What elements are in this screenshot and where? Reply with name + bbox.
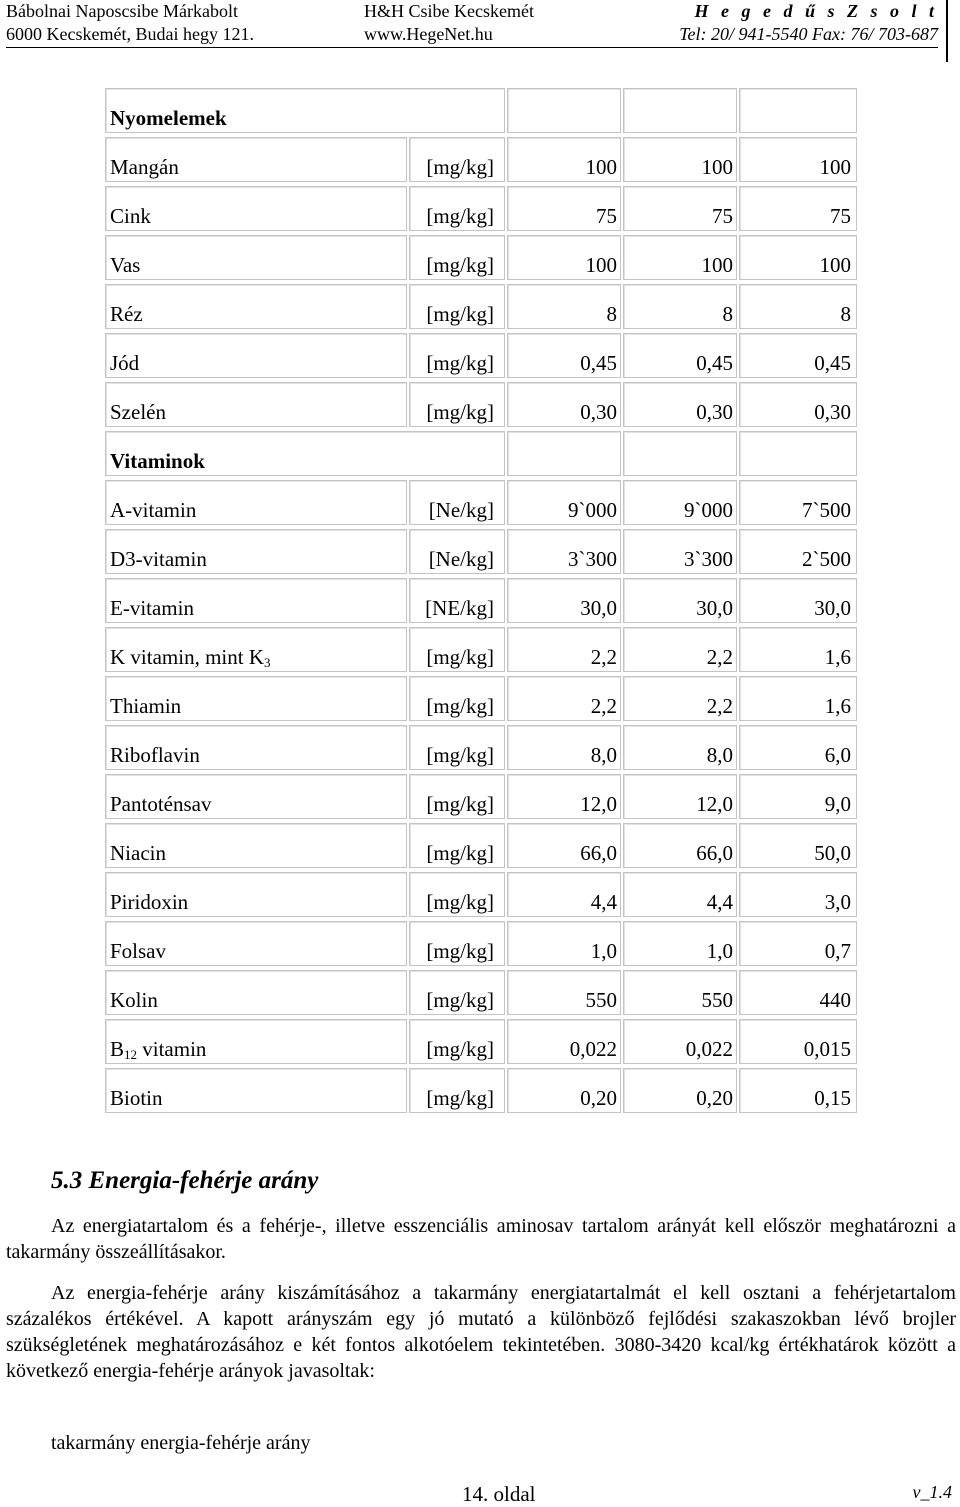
value-cell-1: 4,4 xyxy=(507,872,621,917)
value-cell-3: 0,45 xyxy=(739,333,857,378)
value-cell-3: 0,7 xyxy=(739,921,857,966)
empty-cell xyxy=(507,431,621,476)
header-shop xyxy=(6,0,254,46)
unit-cell: [mg/kg] xyxy=(409,627,505,672)
value-cell-2: 0,20 xyxy=(623,1068,737,1113)
table-row xyxy=(103,233,859,282)
group-title: Nyomelemek xyxy=(105,88,505,133)
section-heading: 5.3 Energia-fehérje arány xyxy=(51,1167,319,1194)
unit-cell: [mg/kg] xyxy=(409,235,505,280)
header-shop-address: 6000 Kecskemét, Budai hegy 121. xyxy=(6,24,254,44)
table-row xyxy=(103,968,859,1017)
value-cell-2: 2,2 xyxy=(623,676,737,721)
value-cell-3: 3,0 xyxy=(739,872,857,917)
value-cell-2: 66,0 xyxy=(623,823,737,868)
table-row xyxy=(103,870,859,919)
header-website-link[interactable]: www.HegeNet.hu xyxy=(364,24,493,44)
nutrient-name xyxy=(105,235,407,280)
value-cell-2: 4,4 xyxy=(623,872,737,917)
header-vertical-divider xyxy=(946,0,948,62)
page-number: 14. oldal xyxy=(462,1482,536,1506)
table-row xyxy=(103,135,859,184)
table-row xyxy=(103,1017,859,1066)
value-cell-3: 100 xyxy=(739,235,857,280)
nutrient-name-text: Thiamin xyxy=(110,694,182,718)
unit-cell: [mg/kg] xyxy=(409,921,505,966)
value-cell-2: 100 xyxy=(623,137,737,182)
value-cell-2: 2,2 xyxy=(623,627,737,672)
empty-cell xyxy=(507,88,621,133)
value-cell-1: 0,022 xyxy=(507,1019,621,1064)
nutrient-table xyxy=(103,86,859,1115)
table-row xyxy=(103,478,859,527)
value-cell-1: 100 xyxy=(507,235,621,280)
value-cell-3: 100 xyxy=(739,137,857,182)
value-cell-1: 100 xyxy=(507,137,621,182)
value-cell-3: 2`500 xyxy=(739,529,857,574)
nutrient-name xyxy=(105,480,407,525)
nutrient-name-text: Piridoxin xyxy=(110,890,189,914)
value-cell-2: 0,022 xyxy=(623,1019,737,1064)
value-cell-1: 3`300 xyxy=(507,529,621,574)
group-title: Vitaminok xyxy=(105,431,505,476)
nutrient-name-text: B xyxy=(110,1037,125,1061)
nutrient-name xyxy=(105,921,407,966)
value-cell-1: 1,0 xyxy=(507,921,621,966)
value-cell-1: 9`000 xyxy=(507,480,621,525)
value-cell-2: 8 xyxy=(623,284,737,329)
value-cell-2: 550 xyxy=(623,970,737,1015)
nutrient-name xyxy=(105,823,407,868)
nutrient-name-text: Riboflavin xyxy=(110,743,200,767)
value-cell-2: 8,0 xyxy=(623,725,737,770)
unit-cell: [mg/kg] xyxy=(409,872,505,917)
nutrient-name xyxy=(105,284,407,329)
value-cell-2: 3`300 xyxy=(623,529,737,574)
table-row xyxy=(103,576,859,625)
header-contact-name: H e g e d ű s Z s o l t xyxy=(694,1,938,21)
unit-cell: [mg/kg] xyxy=(409,970,505,1015)
value-cell-3: 30,0 xyxy=(739,578,857,623)
value-cell-1: 66,0 xyxy=(507,823,621,868)
value-cell-3: 6,0 xyxy=(739,725,857,770)
nutrient-name xyxy=(105,137,407,182)
table-row xyxy=(103,282,859,331)
value-cell-3: 0,30 xyxy=(739,382,857,427)
nutrient-name-text: Biotin xyxy=(110,1086,163,1110)
header-contact xyxy=(679,0,938,46)
version-label: v_1.4 xyxy=(912,1482,952,1502)
group-header-row xyxy=(103,429,859,478)
unit-cell: [mg/kg] xyxy=(409,774,505,819)
nutrient-name-text: A-vitamin xyxy=(110,498,197,522)
empty-cell xyxy=(739,88,857,133)
nutrient-name-text: K vitamin, mint K xyxy=(110,645,264,669)
empty-cell xyxy=(623,431,737,476)
nutrient-name-text: Mangán xyxy=(110,155,179,179)
nutrient-name xyxy=(105,382,407,427)
group-header-row xyxy=(103,86,859,135)
value-cell-1: 0,30 xyxy=(507,382,621,427)
value-cell-3: 7`500 xyxy=(739,480,857,525)
nutrient-name xyxy=(105,1068,407,1113)
value-cell-1: 30,0 xyxy=(507,578,621,623)
nutrient-subscript: 12 xyxy=(124,1047,138,1062)
value-cell-2: 75 xyxy=(623,186,737,231)
nutrient-name-text: Jód xyxy=(110,351,140,375)
value-cell-3: 75 xyxy=(739,186,857,231)
nutrient-name-text: Cink xyxy=(110,204,151,228)
nutrient-name-text: Vas xyxy=(110,253,141,277)
paragraph-3: takarmány energia-fehérje arány xyxy=(51,1432,311,1454)
nutrient-name-text: Folsav xyxy=(110,939,167,963)
unit-cell: [mg/kg] xyxy=(409,382,505,427)
header-company xyxy=(364,0,534,46)
paragraph-1: Az energiatartalom és a fehérje-, illetve esszenciális aminosav tartalom arányát kell először meghatározni a takarmány összeállításakor. xyxy=(6,1215,956,1263)
value-cell-1: 550 xyxy=(507,970,621,1015)
nutrient-subscript: 3 xyxy=(264,655,271,670)
nutrient-name-text: Kolin xyxy=(110,988,158,1012)
page-header xyxy=(0,0,960,46)
value-cell-1: 8 xyxy=(507,284,621,329)
value-cell-3: 50,0 xyxy=(739,823,857,868)
value-cell-3: 9,0 xyxy=(739,774,857,819)
table-row xyxy=(103,674,859,723)
empty-cell xyxy=(739,431,857,476)
table-row xyxy=(103,919,859,968)
nutrient-name-text: Szelén xyxy=(110,400,166,424)
unit-cell: [mg/kg] xyxy=(409,333,505,378)
value-cell-3: 1,6 xyxy=(739,627,857,672)
unit-cell: [mg/kg] xyxy=(409,725,505,770)
value-cell-2: 100 xyxy=(623,235,737,280)
nutrient-name xyxy=(105,578,407,623)
nutrient-name-text: D3-vitamin xyxy=(110,547,207,571)
unit-cell: [Ne/kg] xyxy=(409,529,505,574)
unit-cell: [mg/kg] xyxy=(409,186,505,231)
value-cell-2: 12,0 xyxy=(623,774,737,819)
value-cell-3: 1,6 xyxy=(739,676,857,721)
table-row xyxy=(103,1066,859,1115)
nutrient-name xyxy=(105,774,407,819)
nutrient-name xyxy=(105,529,407,574)
value-cell-1: 2,2 xyxy=(507,627,621,672)
unit-cell: [NE/kg] xyxy=(409,578,505,623)
table-row xyxy=(103,625,859,674)
nutrient-name xyxy=(105,1019,407,1064)
value-cell-2: 0,30 xyxy=(623,382,737,427)
table-row xyxy=(103,331,859,380)
nutrient-name xyxy=(105,970,407,1015)
table-row xyxy=(103,527,859,576)
unit-cell: [mg/kg] xyxy=(409,1068,505,1113)
header-company-name: H&H Csibe Kecskemét xyxy=(364,1,534,21)
nutrient-name-text: E-vitamin xyxy=(110,596,194,620)
value-cell-2: 30,0 xyxy=(623,578,737,623)
nutrient-name xyxy=(105,333,407,378)
unit-cell: [mg/kg] xyxy=(409,284,505,329)
nutrient-name xyxy=(105,725,407,770)
value-cell-3: 0,15 xyxy=(739,1068,857,1113)
value-cell-3: 8 xyxy=(739,284,857,329)
nutrient-name-text: Réz xyxy=(110,302,143,326)
value-cell-1: 2,2 xyxy=(507,676,621,721)
header-divider xyxy=(6,47,938,48)
value-cell-1: 0,45 xyxy=(507,333,621,378)
value-cell-2: 9`000 xyxy=(623,480,737,525)
table-row xyxy=(103,772,859,821)
value-cell-1: 12,0 xyxy=(507,774,621,819)
table-row xyxy=(103,723,859,772)
nutrient-name xyxy=(105,676,407,721)
table-row xyxy=(103,380,859,429)
value-cell-2: 1,0 xyxy=(623,921,737,966)
empty-cell xyxy=(623,88,737,133)
header-contact-phone: Tel: 20/ 941-5540 Fax: 76/ 703-687 xyxy=(679,24,938,44)
unit-cell: [mg/kg] xyxy=(409,823,505,868)
table-row xyxy=(103,184,859,233)
nutrient-name-text: Niacin xyxy=(110,841,166,865)
nutrient-name xyxy=(105,872,407,917)
nutrient-name xyxy=(105,627,407,672)
value-cell-2: 0,45 xyxy=(623,333,737,378)
value-cell-3: 0,015 xyxy=(739,1019,857,1064)
unit-cell: [mg/kg] xyxy=(409,137,505,182)
value-cell-3: 440 xyxy=(739,970,857,1015)
header-shop-name: Bábolnai Naposcsibe Márkabolt xyxy=(6,1,238,21)
unit-cell: [Ne/kg] xyxy=(409,480,505,525)
value-cell-1: 75 xyxy=(507,186,621,231)
unit-cell: [mg/kg] xyxy=(409,676,505,721)
nutrient-name xyxy=(105,186,407,231)
nutrient-name-suffix: vitamin xyxy=(137,1037,207,1061)
nutrient-name-text: Pantoténsav xyxy=(110,792,212,816)
value-cell-1: 0,20 xyxy=(507,1068,621,1113)
table-row xyxy=(103,821,859,870)
paragraph-2: Az energia-fehérje arány kiszámításához a takarmány energiatartalmát el kell osztani a fehérjetartalom százalékos értékével. A kapott arányszám egy jó mutató a különböző fejlődési szakaszokban lévő brojler szükségletének meghatározásához e két fontos alkotóelem tekintetében. 3080-3420 kcal/kg értékhatárok között a következő energia-fehérje arányok javasoltak: xyxy=(6,1282,956,1382)
unit-cell: [mg/kg] xyxy=(409,1019,505,1064)
value-cell-1: 8,0 xyxy=(507,725,621,770)
